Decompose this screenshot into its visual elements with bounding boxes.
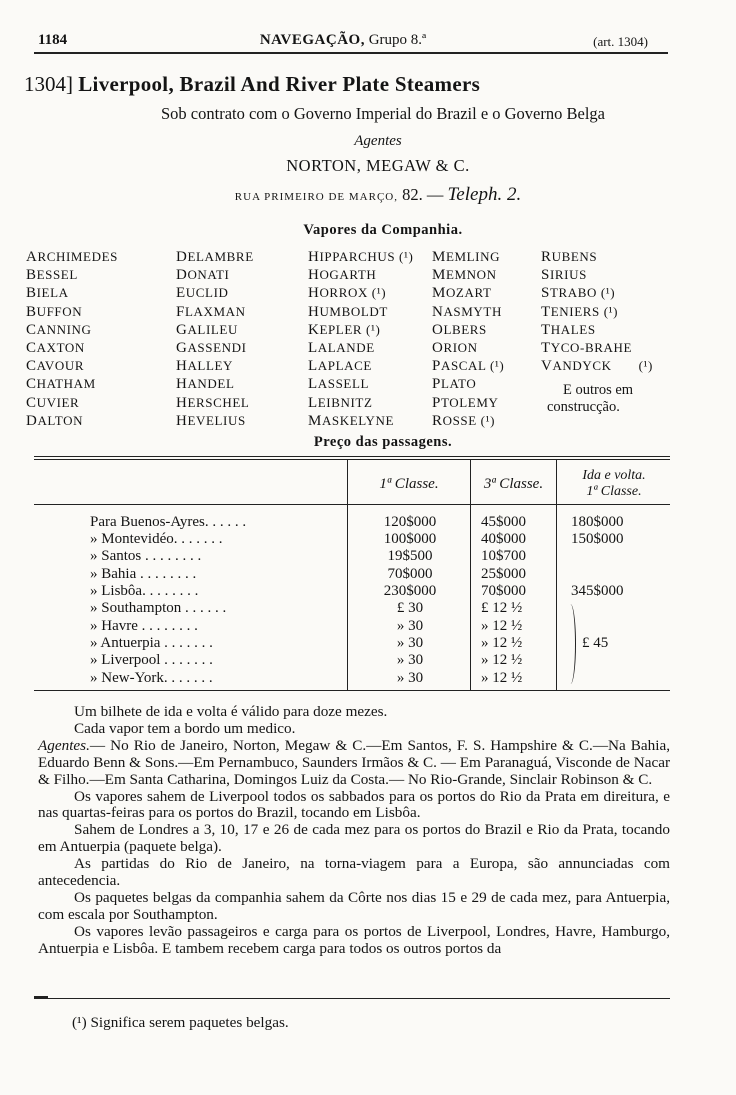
- fare-row: [0, 548, 736, 565]
- header-rule: [34, 52, 668, 54]
- note-paragraph: Cada vapor tem a bordo um medico.: [74, 719, 296, 737]
- fare-third-class: 10$700: [481, 548, 526, 564]
- ship-name: ORION: [432, 340, 478, 357]
- table-header-rule: [34, 504, 670, 505]
- ship-name: STRABO (¹): [541, 285, 616, 302]
- agents-label: Agentes: [354, 133, 402, 149]
- fare-destination: Para Buenos-Ayres. . . . . .: [90, 514, 247, 530]
- ship-name: DALTON: [26, 412, 84, 429]
- fare-return: 180$000: [571, 514, 624, 530]
- fare-first-class: » 30: [396, 618, 424, 634]
- street-address: RUA PRIMEIRO DE MARÇO,: [234, 191, 398, 203]
- note-paragraph: Os vapores levão passageiros e carga para os portos de Liverpool, Londres, Havre, Hamburgo, Antuerpia e Lisbôa. E tambem recebem carga para todos os outros portos da: [38, 922, 670, 957]
- ship-name: PLATO: [432, 376, 477, 393]
- ship-name: KEPLER (¹): [308, 321, 381, 338]
- table-rule-top-double: [34, 459, 670, 460]
- fare-first-class: 100$000: [383, 531, 437, 547]
- ship-name: LEIBNITZ: [308, 394, 373, 411]
- table-rule-bottom: [34, 690, 670, 691]
- telephone: Teleph. 2.: [447, 184, 522, 205]
- agents-paragraph-text: — No Rio de Janeiro, Norton, Megaw & C.—Em Santos, F. S. Hampshire & C.—Na Bahia, Eduardo Benn & Sons.—Em Pernambuco, Saunders Irmãos & C. — Em Paranaguá, Visconde de Nacar & Filho.—Em Santa Catharina, Domingos Luiz da Costa.— No Rio-Grande, Sinclair Robinson & C.: [38, 736, 670, 788]
- fare-first-class: 230$000: [383, 583, 437, 599]
- fare-destination: » Antuerpia . . . . . . .: [90, 635, 213, 651]
- note-paragraph: Um bilhete de ida e volta é válido para doze mezes.: [74, 703, 388, 720]
- ship-name: NASMYTH: [432, 303, 502, 320]
- ship-name: HOGARTH: [308, 267, 377, 284]
- ship-name: PTOLEMY: [432, 394, 499, 411]
- running-title: [38, 32, 648, 49]
- fare-destination: » Havre . . . . . . . .: [90, 618, 198, 634]
- ship-name: ARCHIMEDES: [26, 249, 118, 265]
- fare-destination: » Santos . . . . . . . .: [90, 548, 202, 564]
- ship-name: DELAMBRE: [176, 249, 254, 265]
- footnote-rule: [34, 998, 670, 999]
- fare-first-class: » 30: [396, 670, 424, 686]
- fare-row: [0, 583, 736, 600]
- fare-destination: » Bahia . . . . . . . .: [90, 566, 197, 582]
- ship-name: SIRIUS: [541, 267, 587, 284]
- ship-name: MOZART: [432, 285, 492, 302]
- fare-row: [0, 635, 736, 652]
- entry-number: 1304]: [24, 72, 73, 96]
- agents-name: NORTON, MEGAW & C.: [286, 156, 470, 175]
- fare-first-class: £ 30: [396, 600, 424, 616]
- fare-third-class: 40$000: [481, 531, 526, 547]
- note-paragraph: As partidas do Rio de Janeiro, na torna-viagem para a Europa, são annunciadas com antecedencia.: [38, 855, 670, 890]
- ship-name: EUCLID: [176, 285, 229, 302]
- agents-paragraph: [38, 738, 670, 789]
- fare-return: 345$000: [571, 583, 624, 599]
- ship-name: LASSELL: [308, 376, 370, 393]
- fleet-heading: Vapores da Companhia.: [303, 222, 463, 238]
- footnote: (¹) Significa serem paquetes belgas.: [72, 1014, 289, 1031]
- ship-name: ROSSE (¹): [432, 412, 496, 429]
- ship-name: VANDYCK (¹): [541, 358, 653, 375]
- table-rule-top: [34, 456, 670, 457]
- fare-third-class: » 12 ½: [481, 635, 523, 651]
- ship-name: RUBENS: [541, 249, 598, 265]
- fare-third-class: 45$000: [481, 514, 526, 530]
- ship-name: HANDEL: [176, 376, 235, 393]
- fare-return: 150$000: [571, 531, 624, 547]
- ship-name: CHATHAM: [26, 376, 96, 393]
- fare-third-class: » 12 ½: [481, 618, 523, 634]
- fare-destination: » Montevidéo. . . . . . .: [90, 531, 223, 547]
- note-paragraph: Sahem de Londres a 3, 10, 17 e 26 de cada mez para os portos do Brazil e Rio da Prata, tocando em Antuerpia (paquete belga).: [38, 821, 670, 856]
- ship-name: DONATI: [176, 267, 230, 284]
- ship-name: BIELA: [26, 285, 69, 302]
- ship-name: GALILEU: [176, 321, 238, 338]
- contract-subtitle: Sob contrato com o Governo Imperial do Brazil e o Governo Belga: [160, 104, 605, 123]
- fares-heading: Preço das passagens.: [313, 434, 453, 450]
- ship-name: FLAXMAN: [176, 303, 246, 320]
- fare-destination: » Lisbôa. . . . . . . .: [90, 583, 199, 599]
- ship-name: PASCAL (¹): [432, 358, 505, 375]
- street-number: 82. —: [402, 185, 444, 204]
- ship-name: OLBERS: [432, 321, 487, 338]
- page-number: 1184: [38, 32, 68, 48]
- company-name: Liverpool, Brazil And River Plate Steamers: [78, 72, 481, 96]
- fare-row: [0, 670, 736, 687]
- fare-third-class: » 12 ½: [481, 670, 523, 686]
- ship-name: MEMNON: [432, 267, 497, 284]
- col-return-class: 1ª Classe.: [586, 484, 642, 499]
- fare-third-class: 70$000: [481, 583, 526, 599]
- ship-name: LAPLACE: [308, 358, 372, 375]
- fare-first-class: 70$000: [387, 566, 433, 582]
- ship-name: CAVOUR: [26, 358, 85, 375]
- fare-first-class: 120$000: [383, 514, 437, 530]
- ship-name: HUMBOLDT: [308, 303, 388, 320]
- fleet-column: [308, 248, 438, 430]
- fare-row: [0, 600, 736, 617]
- fare-brace: [565, 604, 576, 684]
- col-return-label: Ida e volta.: [582, 468, 646, 483]
- ship-name: BESSEL: [26, 267, 78, 284]
- fare-first-class: » 30: [396, 635, 424, 651]
- notes-block: [38, 704, 670, 958]
- fare-third-class: » 12 ½: [481, 652, 523, 668]
- address-line: [0, 184, 736, 206]
- fare-first-class: » 30: [396, 652, 424, 668]
- ship-name: HERSCHEL: [176, 394, 250, 411]
- fare-third-class: 25$000: [481, 566, 526, 582]
- ship-name: MEMLING: [432, 249, 501, 265]
- ship-name: TENIERS (¹): [541, 303, 619, 320]
- fare-row: [0, 566, 736, 583]
- section-name: NAVEGAÇÃO,: [259, 32, 365, 48]
- ship-name: CANNING: [26, 321, 92, 338]
- group-label: Grupo 8.ª: [368, 32, 427, 48]
- ship-name: HORROX (¹): [308, 285, 387, 302]
- note-paragraph: Os paquetes belgas da companhia sahem da Côrte nos dias 15 e 29 de cada mez, para Antuerpia, com escala por Southampton.: [38, 888, 670, 923]
- fare-first-class: 19$500: [387, 548, 433, 564]
- ship-name: BUFFON: [26, 303, 83, 320]
- agents-paragraph-label: Agentes.: [38, 736, 90, 754]
- ship-name: HIPPARCHUS (¹): [308, 249, 414, 265]
- article-reference: (art. 1304): [593, 34, 648, 49]
- fleet-column: [26, 248, 156, 430]
- ship-name: GASSENDI: [176, 340, 247, 357]
- ship-name: THALES: [541, 321, 596, 338]
- col-return-first: [557, 468, 671, 500]
- fare-row: [0, 514, 736, 531]
- fleet-note-1: E outros em: [563, 382, 634, 399]
- fare-third-class: £ 12 ½: [481, 600, 523, 616]
- col-third-class: 3ª Classe.: [483, 476, 544, 492]
- fare-return: £ 45: [582, 635, 609, 651]
- fleet-note-2: construcção.: [547, 399, 620, 416]
- fare-destination: » Liverpool . . . . . . .: [90, 652, 213, 668]
- fare-row: [0, 531, 736, 548]
- running-head: [38, 32, 648, 52]
- note-paragraph: Os vapores sahem de Liverpool todos os sabbados para os portos do Rio da Prata em direitura, e nas quartas-feiras para os portos do Brazil, tocando em Lisbôa.: [38, 787, 670, 822]
- entry-title: [24, 72, 480, 97]
- fare-destination: » New-York. . . . . . .: [90, 670, 213, 686]
- fare-row: [0, 618, 736, 635]
- ship-name: TYCO-BRAHE: [541, 340, 633, 357]
- ship-name: LALANDE: [308, 340, 375, 357]
- ship-name: MASKELYNE: [308, 412, 395, 429]
- fleet-column: [176, 248, 306, 430]
- ship-name: CUVIER: [26, 394, 80, 411]
- ship-name: HALLEY: [176, 358, 234, 375]
- fare-row: [0, 652, 736, 669]
- ship-name: HEVELIUS: [176, 412, 246, 429]
- ship-name: CAXTON: [26, 340, 85, 357]
- fleet-column: [541, 248, 671, 416]
- col-first-class: 1ª Classe.: [379, 476, 439, 492]
- fare-destination: » Southampton . . . . . .: [90, 600, 227, 616]
